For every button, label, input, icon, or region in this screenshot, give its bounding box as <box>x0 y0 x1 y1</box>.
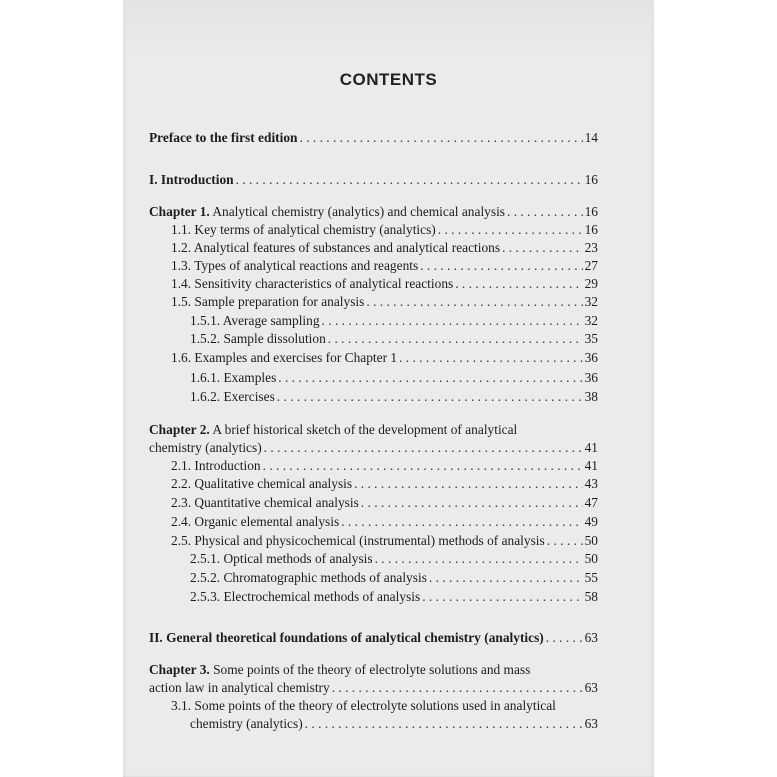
toc-entry-1-2: 1.2. Analytical features of substances and analytical reactions . . . 23 <box>171 240 598 256</box>
toc-entry-1-4: 1.4. Sensitivity characteristics of analytical reactions . . . 29 <box>171 276 598 292</box>
toc-entry-2-5-1: 2.5.1. Optical methods of analysis . . . 50 <box>190 551 598 567</box>
toc-entry-1-6-2: 1.6.2. Exercises . . . 38 <box>190 389 598 405</box>
toc-page-number: 36 <box>584 370 598 385</box>
toc-leader <box>354 476 583 492</box>
toc-leader <box>375 551 583 567</box>
toc-page-number: 35 <box>584 331 598 346</box>
toc-leader <box>366 294 582 310</box>
toc-page-number: 41 <box>584 440 598 455</box>
toc-entry-1-6: 1.6. Examples and exercises for Chapter 1 . . . 36 <box>171 350 598 366</box>
toc-page-number: 47 <box>584 495 598 510</box>
toc-page-number: 63 <box>584 716 598 731</box>
toc-page-number: 32 <box>584 294 598 309</box>
toc-leader <box>341 514 582 530</box>
toc-page-number: 43 <box>584 476 598 491</box>
toc-leader <box>420 258 582 274</box>
toc-page-number: 41 <box>584 458 598 473</box>
toc-leader <box>264 440 583 456</box>
toc-entry-chapter-2-cont: chemistry (analytics) . . . 41 <box>149 440 598 456</box>
toc-page-number: 50 <box>584 551 598 566</box>
toc-page-number: 63 <box>584 680 598 695</box>
toc-entry-1-3: 1.3. Types of analytical reactions and reagents . . . 27 <box>171 258 598 274</box>
toc-entry-2-1: 2.1. Introduction . . . 41 <box>171 458 598 474</box>
toc-entry-2-3: 2.3. Quantitative chemical analysis . . . 47 <box>171 495 598 511</box>
toc-page-number: 14 <box>584 130 598 145</box>
toc-leader <box>328 331 583 347</box>
toc-leader <box>438 222 583 238</box>
toc-page-number: 58 <box>584 589 598 604</box>
toc-leader <box>546 630 583 646</box>
toc-page-number: 16 <box>584 172 598 187</box>
toc-leader <box>278 370 582 386</box>
toc-leader <box>507 204 583 220</box>
toc-entry-chapter-1: Chapter 1. Analytical chemistry (analytics) and chemical analysis . . . 16 <box>149 204 598 220</box>
toc-page-number: 16 <box>584 222 598 237</box>
toc-page-number: 38 <box>584 389 598 404</box>
toc-entry-preface: Preface to the first edition . . . 14 <box>149 130 598 146</box>
toc-entry-1-5: 1.5. Sample preparation for analysis . . . 32 <box>171 294 598 310</box>
toc-entry-chapter-3-cont: action law in analytical chemistry . . . 63 <box>149 680 598 696</box>
toc-page-number: 36 <box>584 350 598 365</box>
toc-leader <box>300 130 583 146</box>
toc-entry-3-1-cont: chemistry (analytics) . . . 63 <box>190 716 598 732</box>
toc-page-number: 32 <box>584 313 598 328</box>
toc-leader <box>429 570 583 586</box>
toc-page-number: 27 <box>584 258 598 273</box>
toc-entry-chapter-2: Chapter 2. A brief historical sketch of the development of analytical <box>149 422 518 437</box>
toc-leader <box>322 313 583 329</box>
toc-page-number: 50 <box>584 533 598 548</box>
toc-entry-2-4: 2.4. Organic elemental analysis . . . 49 <box>171 514 598 530</box>
toc-leader <box>332 680 583 696</box>
toc-page-number: 63 <box>584 630 598 645</box>
toc-entry-1-6-1: 1.6.1. Examples . . . 36 <box>190 370 598 386</box>
toc-entry-2-5-2: 2.5.2. Chromatographic methods of analysis . . . 55 <box>190 570 598 586</box>
toc-leader <box>547 533 583 549</box>
toc-leader <box>422 589 582 605</box>
toc-page-number: 55 <box>584 570 598 585</box>
toc-page-number: 16 <box>584 204 598 219</box>
page-title: CONTENTS <box>339 70 438 89</box>
toc-leader <box>305 716 583 732</box>
toc-leader <box>502 240 583 256</box>
toc-entry-1-5-1: 1.5.1. Average sampling . . . 32 <box>190 313 598 329</box>
toc-leader <box>263 458 583 474</box>
toc-page-number: 49 <box>584 514 598 529</box>
toc-entry-3-1: 3.1. Some points of the theory of electrolyte solutions used in analytical <box>171 698 556 713</box>
toc-page-number: 23 <box>584 240 598 255</box>
toc-entry-2-5-3: 2.5.3. Electrochemical methods of analysis . . . 58 <box>190 589 598 605</box>
toc-entry-1-1: 1.1. Key terms of analytical chemistry (analytics) . . . 16 <box>171 222 598 238</box>
toc-entry-1-5-2: 1.5.2. Sample dissolution . . . 35 <box>190 331 598 347</box>
toc-leader <box>399 350 583 366</box>
book-page <box>123 0 654 777</box>
toc-leader <box>236 172 583 188</box>
toc-entry-introduction: I. Introduction . . . 16 <box>149 172 598 188</box>
toc-entry-chapter-3: Chapter 3. Some points of the theory of electrolyte solutions and mass <box>149 662 531 677</box>
toc-leader <box>361 495 583 511</box>
toc-entry-part-2: II. General theoretical foundations of analytical chemistry (analytics) . . . 63 <box>149 630 598 646</box>
toc-entry-2-5: 2.5. Physical and physicochemical (instrumental) methods of analysis . . . 50 <box>171 533 598 549</box>
toc-page-number: 29 <box>584 276 598 291</box>
toc-leader <box>455 276 582 292</box>
toc-leader <box>277 389 583 405</box>
toc-entry-2-2: 2.2. Qualitative chemical analysis . . . 43 <box>171 476 598 492</box>
